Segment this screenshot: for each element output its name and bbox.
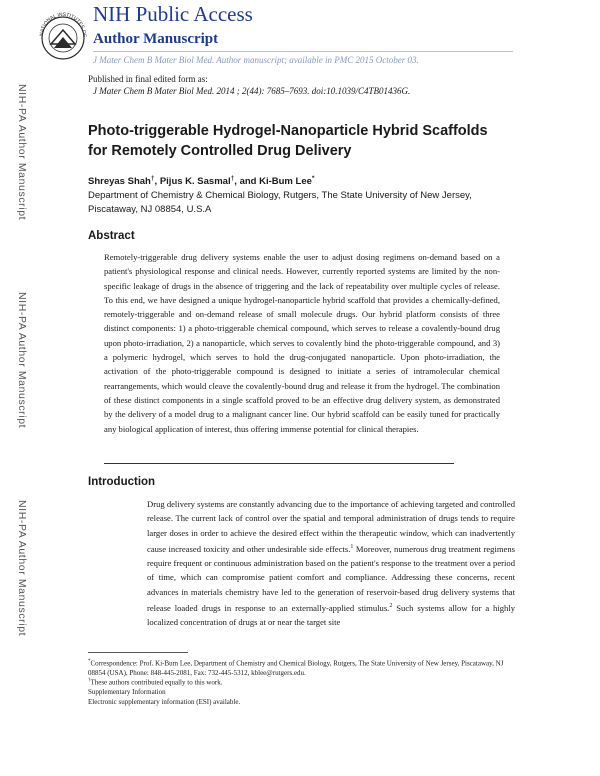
abstract-text: Remotely-triggerable drug delivery systems enable the user to adjust dosing regimens on-demand based on a patient's physiological response and clinical needs. However, currently reported systems are limited by the non-specific leakage of drugs in the absence of triggering and the lack of repeatability over multiple cycles of release. To this end, we have designed a unique hydrogel-nanoparticle hybrid scaffold that provides a chemically-defined, remotely-triggerable and on-demand release of small molecule drugs. Our hybrid platform consists of three distinct components: 1) a photo-triggerable chemical compound, which serves to release a covalently-bound drug upon photo-irradiation, 2) a nanoparticle, which serves to covalently bind the photo-triggerable compound, and 3) a polymeric hydrogel, which serves to hold the drug-conjugated nanoparticle. Upon photo-irradiation, the activation of the photo-triggerable compound is designed to initiate a series of intramolecular chemical rearrangements, which would cleave the covalently-bound drug and release it from the hydrogel. The combination of these distinct components in a single scaffold proved to be an effective drug delivery system, as demonstrated by the delivery of a model drug to a malignant cancer line. Our hybrid scaffold can be easily tuned for practically any biological application of interest, thus offering immense potential for clinical therapies.: [104, 252, 500, 434]
author-name: Shreyas Shah: [88, 176, 151, 188]
publication-reference-text: J Mater Chem B Mater Biol Med. 2014 ; 2(44): 7685–7693. doi:10.1039/C4TB01436G.: [93, 86, 411, 96]
introduction-text: [147, 497, 515, 629]
nih-seal-icon: [38, 6, 88, 72]
intro-paragraph-part: Drug delivery systems are constantly advancing due to the importance of achieving targeted and controlled release. The current lack of control over the spatial and temporal administration of drugs tends to require larger doses in order to achieve the desired effect within the therapeutic window, which can inadvertently cause increased toxicity and other undesirable side effects.: [147, 499, 515, 554]
author-name: Ki-Bum Lee: [259, 176, 312, 188]
supplementary-label: Supplementary Information: [88, 688, 166, 696]
abstract-divider: [104, 463, 454, 464]
esi-note: Electronic supplementary information (ESI) available.: [88, 698, 241, 706]
footnote-equal-text: These authors contributed equally to this work.: [90, 678, 223, 687]
header-subtitle: Author Manuscript: [93, 31, 219, 47]
header-title: NIH Public Access: [93, 2, 253, 26]
article-title: Photo-triggerable Hydrogel-Nanoparticle Hybrid Scaffolds for Remotely Controlled Drug Delivery: [88, 123, 488, 159]
side-banner-top: NIH-PA Author Manuscript: [16, 84, 28, 221]
author-separator: ,: [154, 176, 160, 188]
published-label: Published in final edited form as:: [88, 74, 208, 84]
header-divider: [93, 51, 513, 52]
introduction-heading: Introduction: [88, 476, 156, 488]
footnote-correspondence: [88, 657, 518, 678]
logo-ring-text: NATIONAL INSTITUTES OF: [38, 11, 88, 38]
footnote-mark: †: [88, 678, 91, 683]
publication-reference: [93, 86, 410, 96]
intro-paragraph-part: Moreover, numerous drug treatment regimens require frequent or continuous administration based on the patient's response to the treatment over a period of time, which can compromise patient comfort and compliance. Addressing these concerns, recent advances in materials chemistry have led to the generation of reservoir-based drug delivery systems that release loaded drugs in response to an externally-applied stimulus.: [147, 543, 515, 613]
author-list: [88, 175, 315, 187]
author-separator: , and: [234, 176, 260, 188]
author-affiliation: Department of Chemistry & Chemical Biology, Rutgers, The State University of New Jersey, Piscataway, NJ 08854, U.S.A: [88, 190, 472, 215]
author-mark: *: [311, 175, 315, 182]
author-mark: †: [230, 175, 235, 182]
author-name: Pijus K. Sasmal: [159, 176, 231, 188]
nih-logo: [38, 6, 88, 72]
abstract-heading: Abstract: [88, 230, 135, 242]
side-banner-middle: NIH-PA Author Manuscript: [16, 292, 28, 429]
citation-ref[interactable]: 1: [350, 543, 354, 550]
intro-paragraph-part: Such systems allow for a highly localized concentration of drugs at or near the target site: [147, 602, 516, 628]
side-banner-bottom: NIH-PA Author Manuscript: [16, 500, 28, 637]
footnote-equal-contribution: [88, 678, 222, 686]
author-mark: †: [150, 175, 155, 182]
footnote-correspondence-text: Correspondence: Prof. Ki-Bum Lee, Department of Chemistry and Chemical Biology, Rutgers, The State University of New Jersey, Piscataway, NJ 08854 (USA), Phone: 848-445-2081, Fax: 732-445-5312, kblee@rutgers.edu.: [88, 659, 504, 677]
footnote-divider: [88, 652, 188, 653]
header-citation: J Mater Chem B Mater Biol Med. Author manuscript; available in PMC 2015 October 03.: [93, 55, 419, 65]
footnote-mark: *: [88, 659, 91, 664]
citation-ref[interactable]: 2: [389, 602, 393, 609]
